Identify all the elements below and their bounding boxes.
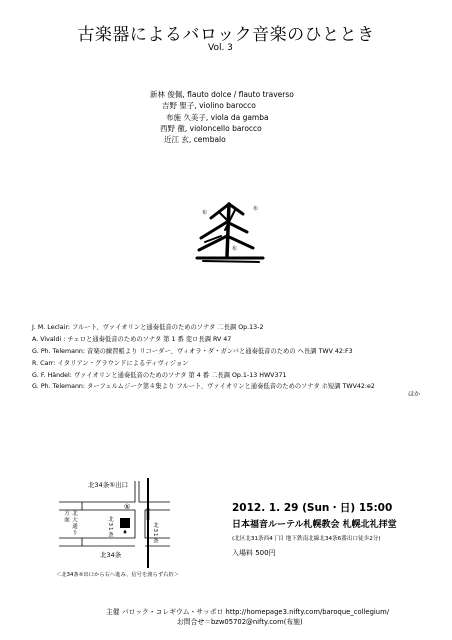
map-exit-label: 北34条⑤出口 — [88, 481, 129, 489]
program-list — [32, 322, 375, 393]
program-item: A. Vivaldi : チェロと通奏低音のためのソナタ 第 1 番 変ロ長調 RV 47 — [32, 335, 232, 343]
event-address: (北区北31条西4丁目 地下鉄南北線北34条6番出口徒歩2分) — [232, 536, 381, 542]
artwork-mark: 布 — [253, 206, 259, 212]
map-street-left: 北31条 — [107, 516, 113, 538]
program-more-note: ほか — [408, 391, 421, 398]
organizer-line: 主催 バロック・コレギウム・サッポロ http://homepage3.nifty.com/baroque_collegium/ — [106, 608, 389, 616]
artwork-mark: 布 — [202, 210, 208, 216]
performer-item — [150, 112, 294, 123]
program-item: R. Carr: イタリアン・グラウンドによるディヴィジョン — [32, 359, 189, 367]
program-item: G. F. Händel: ヴァイオリンと通奏低音のためのソナタ 第 4 番 二長調 Op.1-13 HWV371 — [32, 371, 287, 379]
performer-name: 新林 俊佩 — [150, 90, 183, 99]
performer-instrument: , violoncello barocco — [184, 123, 262, 133]
performer-instrument: , flauto dolce / flauto traverso — [182, 90, 294, 99]
map-exit-number: ⑤ — [124, 503, 131, 511]
map-caption: ＜北34条⑤出口から右へ進み、信号を渡らず右折＞ — [56, 572, 180, 578]
event-date: 2012. 1. 29 (Sun・日) 15:00 — [232, 502, 393, 514]
admission-fee: 入場料 500円 — [232, 549, 276, 557]
performer-instrument: , viola da gamba — [205, 112, 269, 122]
program-item: J. M. Leclair: フルート、ヴァイオリンと通奏低音のためのソナタ 二長調 Op.13-2 — [32, 324, 264, 331]
tree-artwork — [183, 192, 273, 270]
map-street-right: 北31条 — [152, 522, 158, 544]
performer-name: 近江 玄 — [164, 135, 189, 145]
performer-name: 西野 徹 — [160, 123, 185, 133]
map-road-top: 北34条 — [100, 551, 122, 559]
performer-item — [150, 123, 294, 134]
contact-line: お問合せ＝bzw05702@nifty.com(布施) — [177, 618, 303, 626]
performer-item — [150, 100, 294, 111]
artwork-mark: 布 — [232, 246, 238, 252]
concert-title: 古楽器によるバロック音楽のひととき — [77, 25, 375, 45]
volume-label: Vol. 3 — [208, 43, 233, 53]
performer-list — [150, 89, 294, 145]
program-item: G. Ph. Telemann: ターフェルムジーク第４集より フルート、ヴァイオリンと通奏低音のためのソナタ ホ短調 TWV42:e2 — [32, 383, 375, 391]
map-road-left: 北大通り方面 — [63, 510, 77, 536]
performer-item — [150, 134, 294, 145]
program-item: G. Ph. Telemann: 音楽の練習帳より リコーダー、ヴィオラ・ダ・ガンバと通奏低音のための ヘ長調 TWV 42:F3 — [32, 347, 353, 355]
performer-name: 吉野 聖子 — [162, 101, 195, 111]
access-map — [54, 470, 194, 582]
performer-instrument: , violino barocco — [194, 101, 256, 111]
performer-item — [150, 89, 294, 100]
performer-instrument: , cembalo — [188, 135, 226, 145]
event-venue: 日本福音ルーテル札幌教会 札幌北礼拝堂 — [232, 520, 397, 530]
performer-name: 布施 久美子 — [166, 112, 206, 122]
